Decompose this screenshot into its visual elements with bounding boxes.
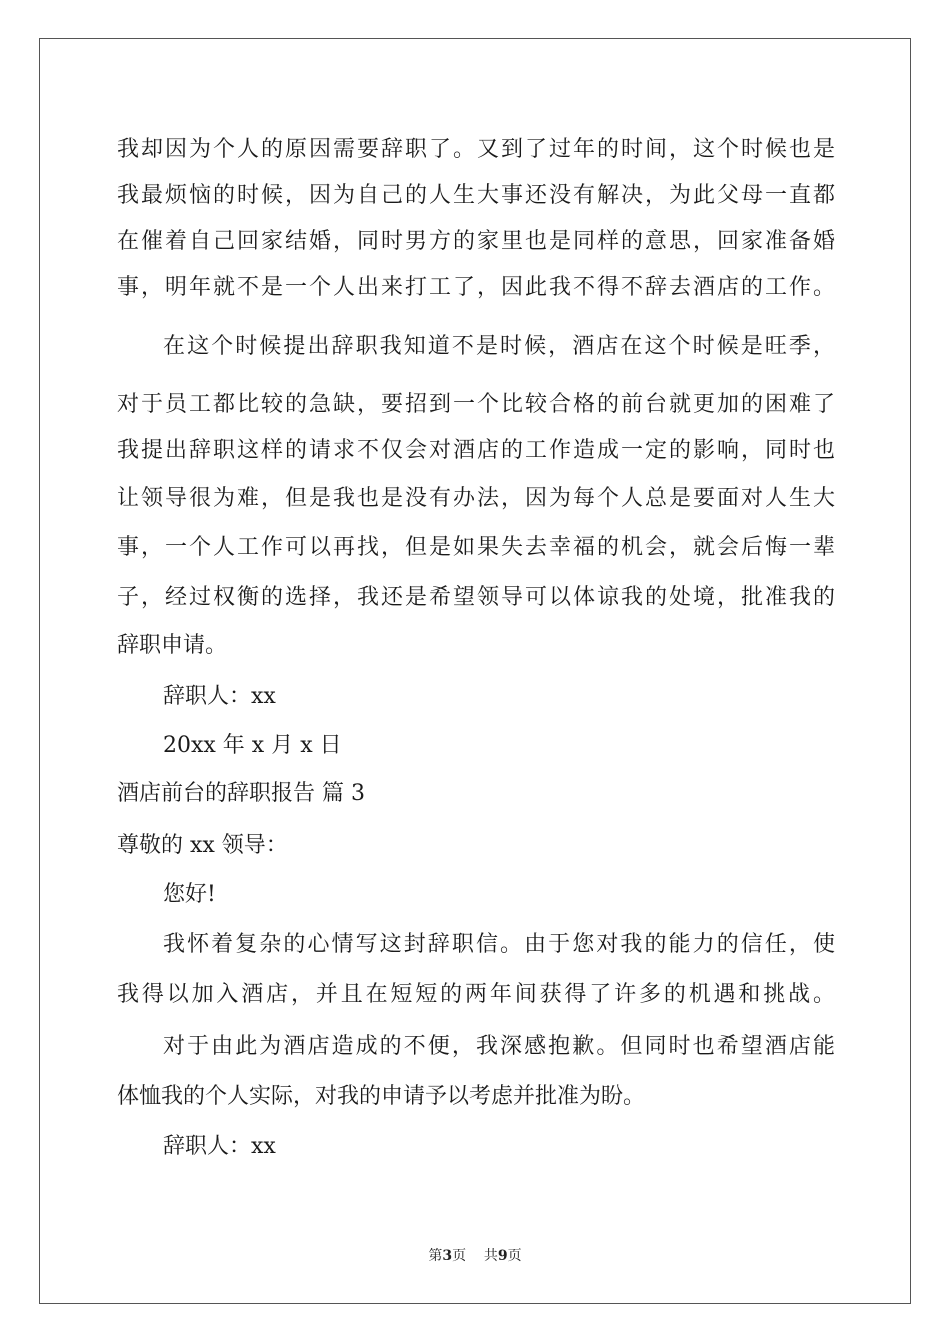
paragraph-line: 让领导很为难，但是我也是没有办法，因为每个人总是要面对人生大 bbox=[117, 486, 835, 511]
paragraph-line: 我得以加入酒店，并且在短短的两年间获得了许多的机遇和挑战。 bbox=[117, 982, 835, 1007]
signature-line: 辞职人：xx bbox=[163, 684, 276, 709]
paragraph-line: 事，明年就不是一个人出来打工了，因此我不得不辞去酒店的工作。 bbox=[117, 275, 835, 300]
current-page-number: 3 bbox=[442, 1248, 453, 1264]
paragraph-line: 我提出辞职这样的请求不仅会对酒店的工作造成一定的影响，同时也 bbox=[117, 438, 835, 463]
paragraph-line: 事，一个人工作可以再找，但是如果失去幸福的机会，就会后悔一辈 bbox=[117, 535, 835, 560]
salutation: 尊敬的 xx 领导： bbox=[117, 833, 288, 858]
paragraph-line: 我最烦恼的时候，因为自己的人生大事还没有解决，为此父母一直都 bbox=[117, 183, 835, 208]
paragraph-line: 我却因为个人的原因需要辞职了。又到了过年的时间，这个时候也是 bbox=[117, 137, 835, 162]
paragraph-line: 在这个时候提出辞职我知道不是时候，酒店在这个时候是旺季， bbox=[163, 334, 835, 359]
paragraph-line: 在催着自己回家结婚，同时男方的家里也是同样的意思，回家准备婚 bbox=[117, 229, 835, 254]
paragraph-line: 子，经过权衡的选择，我还是希望领导可以体谅我的处境，批准我的 bbox=[117, 585, 835, 610]
paragraph-line: 对于员工都比较的急缺，要招到一个比较合格的前台就更加的困难了 bbox=[117, 392, 835, 417]
page-suffix: 页 bbox=[507, 1248, 522, 1264]
paragraph-line: 我怀着复杂的心情写这封辞职信。由于您对我的能力的信任，使 bbox=[163, 932, 835, 957]
section-heading: 酒店前台的辞职报告 篇 3 bbox=[117, 781, 365, 806]
paragraph-line: 体恤我的个人实际，对我的申请予以考虑并批准为盼。 bbox=[117, 1084, 646, 1109]
paragraph-line: 辞职申请。 bbox=[117, 633, 228, 658]
date-line: 20xx 年 x 月 x 日 bbox=[163, 733, 342, 758]
greeting: 您好! bbox=[163, 882, 216, 907]
page-mid: 页 共 bbox=[452, 1248, 498, 1264]
paragraph-line: 对于由此为酒店造成的不便，我深感抱歉。但同时也希望酒店能 bbox=[163, 1034, 835, 1059]
page-footer bbox=[0, 1245, 950, 1265]
total-page-number: 9 bbox=[497, 1248, 508, 1264]
signature-line: 辞职人：xx bbox=[163, 1134, 276, 1159]
page-prefix: 第 bbox=[428, 1248, 443, 1264]
